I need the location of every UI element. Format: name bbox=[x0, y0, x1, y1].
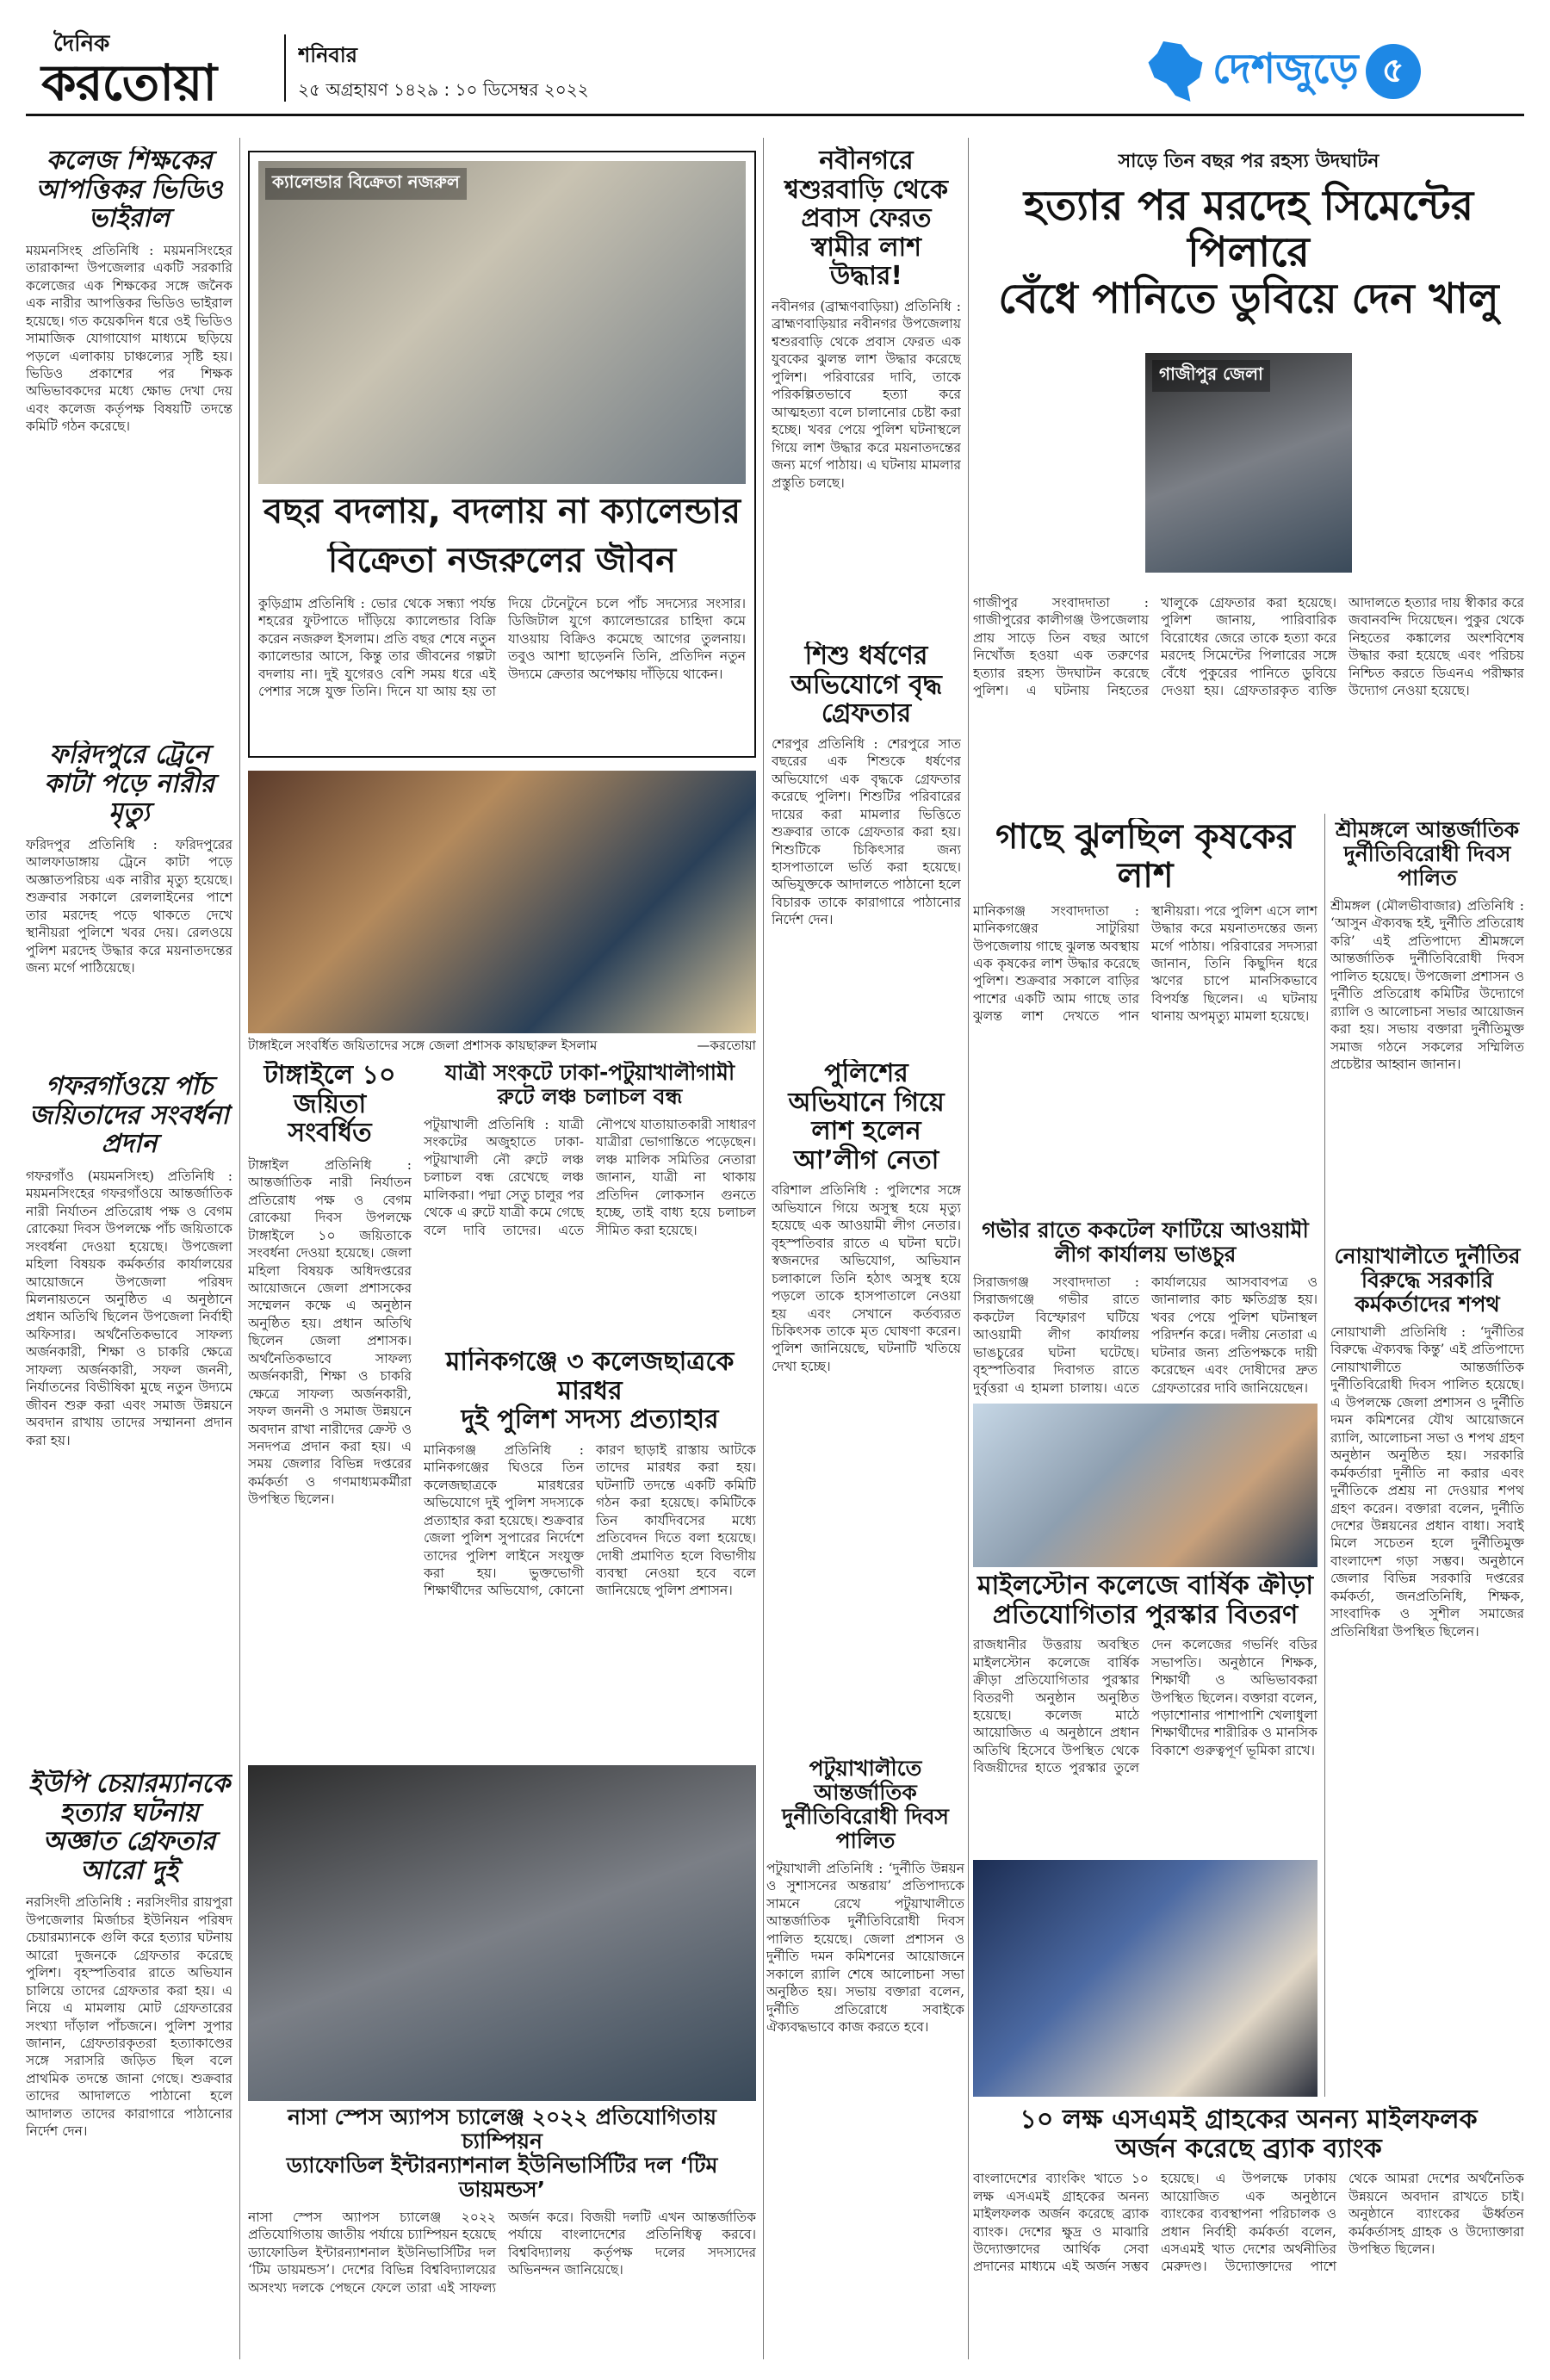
feature-photo[interactable] bbox=[258, 161, 746, 484]
masthead-divider bbox=[284, 34, 286, 102]
article-manikganj-students[interactable] bbox=[424, 1348, 756, 1761]
article-headline: গাছে ঝুলছিল কৃষকের লাশ bbox=[995, 818, 1295, 896]
bangladesh-map-icon bbox=[1145, 41, 1206, 102]
article-launch-service[interactable] bbox=[424, 1061, 756, 1345]
tangail-photo[interactable] bbox=[248, 771, 756, 1033]
article-body: গাজীপুর সংবাদদাতা : গাজীপুরের কালীগঞ্জ উপজেলায় প্রায় সাড়ে তিন বছর আগে নিখোঁজ হওয়া এক তরুণের হত্যার রহস্য উদঘাটন করেছে পুলিশ। এ ঘটনায় নিহতের খালুকে গ্রেফতার করা হয়েছে। পুলিশ জানায়, পারিবারিক বিরোধের জেরে তাকে হত্যা করে মরদেহ সিমেন্টের পিলারের সঙ্গে বেঁধে পুকুরের পানিতে ডুবিয়ে দেওয়া হয়। গ্রেফতারকৃত ব্যক্তি আদালতে হত্যার দায় স্বীকার করে জবানবন্দি দিয়েছেন। পুকুর থেকে নিহতের কঙ্কালের অংশবিশেষ উদ্ধার করা হয়েছে এবং পরিচয় নিশ্চিত করতে ডিএনএ পরীক্ষার উদ্যোগ নেওয়া হয়েছে। bbox=[973, 595, 1524, 699]
article-headline: পটুয়াখালীতে আন্তর্জাতিক দুর্নীতিবিরোধী দিবস পালিত bbox=[782, 1757, 949, 1853]
article-headline-line1: ১০ লক্ষ এসএমই গ্রাহকের অনন্য মাইলফলক bbox=[1020, 2105, 1478, 2135]
article-college-teacher[interactable] bbox=[26, 146, 232, 741]
feature-headline-line2: বিক্রেতা নজরুলের জীবন bbox=[327, 542, 677, 580]
article-headline: কলেজ শিক্ষকের আপত্তিকর ভিডিও ভাইরাল bbox=[35, 146, 223, 234]
article-faridpur-train[interactable] bbox=[26, 741, 232, 1068]
article-body: নাসা স্পেস অ্যাপস চ্যালেঞ্জ ২০২২ প্রতিযোগিতায় জাতীয় পর্যায়ে চ্যাম্পিয়ন হয়েছে ড্যাফোডিল ইন্টারন্যাশনাল ইউনিভার্সিটির দল ‘টিম ডায়মন্ডস’। দেশের বিভিন্ন বিশ্ববিদ্যালয়ের অসংখ্য দলকে পেছনে ফেলে তারা এই সাফল্য অর্জন করে। বিজয়ী দলটি এখন আন্তর্জাতিক পর্যায়ে বাংলাদেশের প্রতিনিধিত্ব করবে। বিশ্ববিদ্যালয় কর্তৃপক্ষ দলের সদস্যদের অভিনন্দন জানিয়েছে। bbox=[248, 2210, 756, 2296]
article-kicker: সাড়ে তিন বছর পর রহস্য উদঘাটন bbox=[1118, 151, 1380, 172]
article-sreemangal-anticorruption[interactable] bbox=[1330, 818, 1524, 1240]
tangail-photo-caption bbox=[248, 1036, 756, 1055]
article-body: ময়মনসিংহ প্রতিনিধি : ময়মনসিংহের তারাকান্দা উপজেলার একটি সরকারি কলেজের এক শিক্ষকের সঙ্গে জনৈক এক নারীর আপত্তিকর ভিডিও ভাইরাল হয়েছে। গত কয়েকদিন ধরে ওই ভিডিও সামাজিক যোগাযোগ মাধ্যমে ছড়িয়ে পড়লে এলাকায় চাঞ্চল্যের সৃষ্টি হয়। ভিডিও প্রকাশের পর শিক্ষক অভিভাবকদের মধ্যে ক্ষোভ দেখা দেয় এবং কলেজ কর্তৃপক্ষ বিষয়টি তদন্তে কমিটি গঠন করেছে। bbox=[26, 242, 232, 435]
page-number: ৫ bbox=[1366, 44, 1421, 99]
article-headline: ইউপি চেয়ারম্যানকে হত্যার ঘটনায় অজ্ঞাত গ্রেফতার আরো দুই bbox=[28, 1770, 231, 1886]
article-headline: যাত্রী সংকটে ঢাকা-পটুয়াখালীগামী রুটে লঞ্চ চলাচল বন্ধ bbox=[444, 1061, 735, 1109]
article-farmer-body[interactable] bbox=[973, 818, 1318, 1214]
article-child-abuse[interactable] bbox=[772, 641, 961, 1055]
article-headline-line1: মাইলস্টোন কলেজে বার্ষিক ক্রীড়া bbox=[976, 1571, 1314, 1601]
article-body: বাংলাদেশের ব্যাংকিং খাতে ১০ লক্ষ এসএমই গ্রাহকের অনন্য মাইলফলক অর্জন করেছে ব্র্যাক ব্যাংক। দেশের ক্ষুদ্র ও মাঝারি উদ্যোক্তাদের আর্থিক সেবা প্রদানের মাধ্যমে এই অর্জন সম্ভব হয়েছে। এ উপলক্ষে ঢাকায় আয়োজিত এক অনুষ্ঠানে ব্যাংকের ব্যবস্থাপনা পরিচালক ও প্রধান নির্বাহী কর্মকর্তা বলেন, এসএমই খাত দেশের অর্থনীতির মেরুদণ্ড। উদ্যোক্তাদের পাশে থেকে আমরা দেশের অর্থনৈতিক উন্নয়নে অবদান রাখতে চাই। অনুষ্ঠানে ব্যাংকের ঊর্ধ্বতন কর্মকর্তাসহ গ্রাহক ও উদ্যোক্তারা উপস্থিত ছিলেন। bbox=[973, 2171, 1524, 2275]
article-body: ফরিদপুর প্রতিনিধি : ফরিদপুরের আলফাডাঙ্গায় ট্রেনে কাটা পড়ে অজ্ঞাতপরিচয় এক নারীর মৃত্যু হয়েছে। শুক্রবার সকালে রেললাইনের পাশে তার মরদেহ পড়ে থাকতে দেখে স্থানীয়রা পুলিশে খবর দেয়। রেলওয়ে পুলিশ মরদেহ উদ্ধার করে ময়নাতদন্তের জন্য মর্গে পাঠিয়েছে। bbox=[26, 836, 232, 976]
milestone-photo[interactable] bbox=[973, 1404, 1318, 1567]
article-headline-line2: প্রতিযোগিতার পুরস্কার বিতরণ bbox=[992, 1599, 1299, 1630]
article-brac-bank[interactable] bbox=[973, 2105, 1524, 2364]
article-body: পটুয়াখালী প্রতিনিধি : যাত্রী সংকটের অজুহাতে ঢাকা-পটুয়াখালী নৌ রুটে লঞ্চ চলাচল বন্ধ রেখেছে লঞ্চ মালিকরা। পদ্মা সেতু চালুর পর থেকে এ রুটে যাত্রী কমে গেছে বলে দাবি তাদের। এতে নৌপথে যাতায়াতকারী সাধারণ যাত্রীরা ভোগান্তিতে পড়েছেন। লঞ্চ মালিক সমিতির নেতারা জানান, যাত্রী না থাকায় প্রতিদিন লোকসান গুনতে হচ্ছে, তাই বাধ্য হয়ে চলাচল সীমিত করা হয়েছে। bbox=[424, 1117, 756, 1238]
article-police-raid[interactable] bbox=[772, 1059, 961, 1752]
gazipur-photo-label: গাজীপুর জেলা bbox=[1152, 360, 1270, 392]
article-headline-line2: অর্জন করেছে ব্র্যাক ব্যাংক bbox=[1115, 2133, 1382, 2164]
article-headline: নবীনগরে শ্বশুরবাড়ি থেকে প্রবাস ফেরত স্বামীর লাশ উদ্ধার! bbox=[784, 146, 948, 292]
article-body: মানিকগঞ্জ প্রতিনিধি : মানিকগঞ্জের ঘিওরে তিন কলেজছাত্রকে মারধরের অভিযোগে দুই পুলিশ সদস্যকে প্রত্যাহার করা হয়েছে। শুক্রবার জেলা পুলিশ সুপারের নির্দেশে তাদের পুলিশ লাইনে সংযুক্ত করা হয়। ভুক্তভোগী শিক্ষার্থীদের অভিযোগ, কোনো কারণ ছাড়াই রাস্তায় আটকে তাদের মারধর করা হয়। ঘটনাটি তদন্তে একটি কমিটি গঠন করা হয়েছে। কমিটিকে তিন কার্যদিবসের মধ্যে প্রতিবেদন দিতে বলা হয়েছে। দোষী প্রমাণিত হলে বিভাগীয় ব্যবস্থা নেওয়া হবে বলে জানিয়েছে পুলিশ প্রশাসন। bbox=[424, 1441, 756, 1599]
article-body: সিরাজগঞ্জ সংবাদদাতা : সিরাজগঞ্জে গভীর রাতে ককটেল বিস্ফোরণ ঘটিয়ে আওয়ামী লীগ কার্যালয় ভাঙচুরের ঘটনা ঘটেছে। বৃহস্পতিবার দিবাগত রাতে দুর্বৃত্তরা এ হামলা চালায়। এতে কার্যালয়ের আসবাবপত্র ও জানালার কাচ ক্ষতিগ্রস্ত হয়। খবর পেয়ে পুলিশ ঘটনাস্থল পরিদর্শন করে। দলীয় নেতারা এ ঘটনার জন্য প্রতিপক্ষকে দায়ী করেছেন এবং দোষীদের দ্রুত গ্রেফতারের দাবি জানিয়েছেন। bbox=[973, 1274, 1318, 1396]
article-body: টাঙ্গাইল প্রতিনিধি : আন্তর্জাতিক নারী নির্যাতন প্রতিরোধ পক্ষ ও বেগম রোকেয়া দিবস উপলক্ষে টাঙ্গাইলে ১০ জয়িতাকে সংবর্ধনা দেওয়া হয়েছে। জেলা মহিলা বিষয়ক অধিদপ্তরের আয়োজনে জেলা প্রশাসকের সম্মেলন কক্ষে এ অনুষ্ঠান অনুষ্ঠিত হয়। প্রধান অতিথি ছিলেন জেলা প্রশাসক। অর্থনৈতিকভাবে সাফল্য অর্জনকারী, শিক্ষা ও চাকরি ক্ষেত্রে সাফল্য অর্জনকারী, সফল জননী ও সমাজ উন্নয়নে অবদান রাখা নারীদের ক্রেস্ট ও সনদপত্র প্রদান করা হয়। এ সময় জেলার বিভিন্ন দপ্তরের কর্মকর্তা ও গণমাধ্যমকর্মীরা উপস্থিত ছিলেন। bbox=[248, 1156, 412, 1508]
article-headline: নোয়াখালীতে দুর্নীতির বিরুদ্ধে সরকারি কর্মকর্তাদের শপথ bbox=[1334, 1244, 1521, 1317]
article-headline-line1: নাসা স্পেস অ্যাপস চ্যালেঞ্জ ২০২২ প্রতিযোগিতায় চ্যাম্পিয়ন bbox=[287, 2105, 716, 2154]
article-body: শ্রীমঙ্গল (মৌলভীবাজার) প্রতিনিধি : ‘আসুন ঐক্যবদ্ধ হই, দুর্নীতি প্রতিরোধ করি’ এই প্রতিপাদ্যে শ্রীমঙ্গলে আন্তর্জাতিক দুর্নীতিবিরোধী দিবস পালিত হয়েছে। উপজেলা প্রশাসন ও দুর্নীতি প্রতিরোধ কমিটির উদ্যোগে র‍্যালি ও আলোচনা সভার আয়োজন করা হয়। সভায় বক্তারা দুর্নীতিমুক্ত সমাজ গঠনে সকলের সম্মিলিত প্রচেষ্টার আহ্বান জানান। bbox=[1330, 898, 1524, 1073]
article-headline-line2: ড্যাফোডিল ইন্টারন্যাশনাল ইউনিভার্সিটির দল ‘টিম ডায়মন্ডস’ bbox=[286, 2153, 718, 2202]
gazipur-photo[interactable] bbox=[1145, 353, 1352, 573]
article-headline: ফরিদপুরে ট্রেনে কাটা পড়ে নারীর মৃত্যু bbox=[44, 741, 214, 828]
article-body: নোয়াখালী প্রতিনিধি : ‘দুর্নীতির বিরুদ্ধে ঐক্যবদ্ধ কিন্তু’ এই প্রতিপাদ্যে নোয়াখালীতে আন্তর্জাতিক দুর্নীতিবিরোধী দিবস পালিত হয়েছে। এ উপলক্ষে জেলা প্রশাসন ও দুর্নীতি দমন কমিশনের যৌথ আয়োজনে র‍্যালি, আলোচনা সভা ও শপথ গ্রহণ অনুষ্ঠান অনুষ্ঠিত হয়। সরকারি কর্মকর্তারা দুর্নীতি না করার এবং দুর্নীতিকে প্রশ্রয় না দেওয়ার শপথ গ্রহণ করেন। বক্তারা বলেন, দুর্নীতি দেশের উন্নয়নের প্রধান বাধা। সবাই মিলে সচেতন হলে দুর্নীতিমুক্ত বাংলাদেশ গড়া সম্ভব। অনুষ্ঠানে জেলার বিভিন্ন সরকারি দপ্তরের কর্মকর্তা, জনপ্রতিনিধি, শিক্ষক, সাংবাদিক ও সুশীল সমাজের প্রতিনিধিরা উপস্থিত ছিলেন। bbox=[1330, 1324, 1524, 1639]
article-nasa-challenge[interactable] bbox=[248, 2105, 756, 2364]
article-gafargaon-joyita[interactable] bbox=[26, 1072, 232, 1765]
masthead-logo[interactable] bbox=[26, 7, 284, 110]
article-body: গফরগাঁও (ময়মনসিংহ) প্রতিনিধি : ময়মনসিংহের গফরগাঁওয়ে আন্তর্জাতিক নারী নির্যাতন প্রতিরোধ পক্ষ ও বেগম রোকেয়া দিবস উপলক্ষে পাঁচ জয়িতাকে সংবর্ধনা দেওয়া হয়েছে। উপজেলা মহিলা বিষয়ক কর্মকর্তার কার্যালয়ের আয়োজনে উপজেলা পরিষদ মিলনায়তনে অনুষ্ঠিত এ অনুষ্ঠানে প্রধান অতিথি ছিলেন উপজেলা নির্বাহী অফিসার। অর্থনৈতিকভাবে সাফল্য অর্জনকারী, শিক্ষা ও চাকরি ক্ষেত্রে সাফল্য অর্জনকারী, সফল জননী, নির্যাতনের বিভীষিকা মুছে নতুন উদ্যমে জীবন শুরু করা এবং সমাজ উন্নয়নে অবদান রাখায় তাদের সম্মাননা প্রদান করা হয়। bbox=[26, 1168, 232, 1448]
article-nabinagar-husband[interactable] bbox=[772, 146, 961, 637]
article-headline-line2: বেঁধে পানিতে ডুবিয়ে দেন খালু bbox=[998, 274, 1499, 323]
section-badge[interactable] bbox=[1145, 33, 1524, 110]
article-body: পটুয়াখালী প্রতিনিধি : ‘দুর্নীতি উন্নয়ন ও সুশাসনের অন্তরায়’ প্রতিপাদ্যকে সামনে রেখে পটুয়াখালীতে আন্তর্জাতিক দুর্নীতিবিরোধী দিবস পালিত হয়েছে। জেলা প্রশাসন ও দুর্নীতি দমন কমিশনের আয়োজনে সকালে র‍্যালি শেষে আলোচনা সভা অনুষ্ঠিত হয়। সভায় বক্তারা বলেন, দুর্নীতি প্রতিরোধে সবাইকে ঐক্যবদ্ধভাবে কাজ করতে হবে। bbox=[766, 1861, 964, 2036]
nasa-team-photo[interactable] bbox=[248, 1765, 756, 2101]
column-divider bbox=[1324, 814, 1325, 2097]
article-headline: পুলিশের অভিযানে গিয়ে লাশ হলেন আ’লীগ নেতা bbox=[788, 1059, 945, 1175]
article-gazipur-murder[interactable] bbox=[973, 146, 1524, 809]
feature-headline-line1: বছর বদলায়, বদলায় না ক্যালেন্ডার bbox=[264, 493, 741, 531]
article-body: নবীনগর (ব্রাহ্মণবাড়িয়া) প্রতিনিধি : ব্রাহ্মণবাড়িয়ার নবীনগর উপজেলায় শ্বশুরবাড়ি থেকে প্রবাস ফেরত এক যুবকের ঝুলন্ত লাশ উদ্ধার করেছে পুলিশ। পরিবারের দাবি, তাকে পরিকল্পিতভাবে হত্যা করে আত্মহত্যা বলে চালানোর চেষ্টা করা হচ্ছে। খবর পেয়ে পুলিশ ঘটনাস্থলে গিয়ে লাশ উদ্ধার করে ময়নাতদন্তের জন্য মর্গে পাঠায়। এ ঘটনায় মামলার প্রস্তুতি চলছে। bbox=[772, 298, 961, 491]
article-headline-line1: মানিকগঞ্জে ৩ কলেজছাত্রকে মারধর bbox=[445, 1348, 735, 1406]
brac-bank-photo[interactable] bbox=[973, 1860, 1318, 2097]
article-tangail-joyita[interactable] bbox=[248, 1061, 412, 1750]
article-patuakhali-anticorruption[interactable] bbox=[766, 1757, 964, 2359]
feature-photo-label: ক্যালেন্ডার বিক্রেতা নজরুল bbox=[265, 168, 467, 200]
dateline-date: ২৫ অগ্রহায়ণ ১৪২৯ : ১০ ডিসেম্বর ২০২২ bbox=[298, 79, 589, 100]
caption-text: টাঙ্গাইলে সংবর্ধিত জয়িতাদের সঙ্গে জেলা প্রশাসক কায়ছারুল ইসলাম bbox=[248, 1038, 598, 1053]
article-headline: গভীর রাতে ককটেল ফাটিয়ে আওয়ামী লীগ কার্যালয় ভাঙচুর bbox=[982, 1218, 1309, 1267]
caption-credit: —করতোয়া bbox=[697, 1038, 756, 1053]
article-milestone-sports[interactable] bbox=[973, 1571, 1318, 1856]
column-divider bbox=[763, 138, 764, 2359]
article-headline-line2: দুই পুলিশ সদস্য প্রত্যাহার bbox=[461, 1404, 719, 1435]
article-noakhali-oath[interactable] bbox=[1330, 1244, 1524, 2097]
article-body: রাজধানীর উত্তরায় অবস্থিত মাইলস্টোন কলেজে বার্ষিক ক্রীড়া প্রতিযোগিতার পুরস্কার বিতরণী অনুষ্ঠান অনুষ্ঠিত হয়েছে। কলেজ মাঠে আয়োজিত এ অনুষ্ঠানে প্রধান অতিথি হিসেবে উপস্থিত থেকে বিজয়ীদের হাতে পুরস্কার তুলে দেন কলেজের গভর্নিং বডির সভাপতি। অনুষ্ঠানে শিক্ষক, শিক্ষার্থী ও অভিভাবকরা উপস্থিত ছিলেন। বক্তারা বলেন, পড়াশোনার পাশাপাশি খেলাধুলা শিক্ষার্থীদের শারীরিক ও মানসিক বিকাশে গুরুত্বপূর্ণ ভূমিকা রাখে। bbox=[973, 1637, 1318, 1776]
article-awami-office[interactable] bbox=[973, 1218, 1318, 1399]
column-divider bbox=[239, 138, 240, 2359]
logo-main-text: করতোয়া bbox=[41, 53, 217, 110]
article-body: নরসিংদী প্রতিনিধি : নরসিংদীর রায়পুরা উপজেলার মির্জাচর ইউনিয়ন পরিষদ চেয়ারম্যানকে গুলি করে হত্যার ঘটনায় আরো দুজনকে গ্রেফতার করেছে পুলিশ। বৃহস্পতিবার রাতে অভিযান চালিয়ে তাদের গ্রেফতার করা হয়। এ নিয়ে এ মামলায় মোট গ্রেফতারের সংখ্যা দাঁড়াল পাঁচজনে। পুলিশ সুপার জানান, গ্রেফতারকৃতরা হত্যাকাণ্ডের সঙ্গে সরাসরি জড়িত ছিল বলে প্রাথমিক তদন্তে জানা গেছে। শুক্রবার তাদের আদালতে পাঠানো হলে আদালত তাদের কারাগারে পাঠানোর নির্দেশ দেন। bbox=[26, 1894, 232, 2140]
section-name: দেশজুড়ে bbox=[1212, 44, 1359, 93]
article-up-chairman[interactable] bbox=[26, 1770, 232, 2364]
logo-top-text: দৈনিক bbox=[53, 31, 110, 57]
article-body: বরিশাল প্রতিনিধি : পুলিশের সঙ্গে অভিযানে গিয়ে অসুস্থ হয়ে মৃত্যু হয়েছে এক আওয়ামী লীগ নেতার। বৃহস্পতিবার রাতে এ ঘটনা ঘটে। স্বজনদের অভিযোগ, অভিযান চলাকালে তিনি হঠাৎ অসুস্থ হয়ে পড়লে তাকে হাসপাতালে নেওয়া হয় এবং সেখানে কর্তব্যরত চিকিৎসক তাকে মৃত ঘোষণা করেন। পুলিশ জানিয়েছে, ঘটনাটি খতিয়ে দেখা হচ্ছে। bbox=[772, 1182, 961, 1374]
article-headline: গফরগাঁওয়ে পাঁচ জয়িতাদের সংবর্ধনা প্রদান bbox=[29, 1072, 229, 1160]
article-body: মানিকগঞ্জ সংবাদদাতা : মানিকগঞ্জের সাটুরিয়া উপজেলায় গাছে ঝুলন্ত অবস্থায় এক কৃষকের লাশ উদ্ধার করেছে পুলিশ। শুক্রবার সকালে বাড়ির পাশের একটি আম গাছে তার ঝুলন্ত লাশ দেখতে পান স্থানীয়রা। পরে পুলিশ এসে লাশ উদ্ধার করে ময়নাতদন্তের জন্য মর্গে পাঠায়। পরিবারের সদস্যরা জানান, তিনি কিছুদিন ধরে ঋণের চাপে মানসিকভাবে বিপর্যস্ত ছিলেন। এ ঘটনায় থানায় অপমৃত্যু মামলা হয়েছে। bbox=[973, 902, 1318, 1025]
article-headline-line1: হত্যার পর মরদেহ সিমেন্টের পিলারে bbox=[1023, 182, 1474, 276]
masthead-rule bbox=[26, 114, 1524, 116]
dateline-day: শনিবার bbox=[298, 43, 357, 67]
column-divider bbox=[968, 138, 969, 2359]
feature-calendar-seller[interactable] bbox=[248, 151, 756, 758]
article-body: শেরপুর প্রতিনিধি : শেরপুরে সাত বছরের এক শিশুকে ধর্ষণের অভিযোগে এক বৃদ্ধকে গ্রেফতার করেছে পুলিশ। শিশুটির পরিবারের দায়ের করা মামলার ভিত্তিতে শুক্রবার তাকে গ্রেফতার করা হয়। শিশুটিকে চিকিৎসার জন্য হাসপাতালে ভর্তি করা হয়েছে। অভিযুক্তকে আদালতে পাঠানো হলে বিচারক তাকে কারাগারে পাঠানোর নির্দেশ দেন। bbox=[772, 735, 961, 928]
feature-body: কুড়িগ্রাম প্রতিনিধি : ভোর থেকে সন্ধ্যা পর্যন্ত শহরের ফুটপাতে দাঁড়িয়ে ক্যালেন্ডার বিক্রি করেন নজরুল ইসলাম। প্রতি বছর শেষে নতুন ক্যালেন্ডার আসে, কিন্তু তার জীবনের গল্পটা বদলায় না। দুই যুগেরও বেশি সময় ধরে এই পেশার সঙ্গে যুক্ত তিনি। দিনে যা আয় হয় তা দিয়ে টেনেটুনে চলে পাঁচ সদস্যের সংসার। ডিজিটাল যুগে ক্যালেন্ডারের চাহিদা কমে যাওয়ায় বিক্রিও কমেছে আগের তুলনায়। তবুও আশা ছাড়েননি তিনি, প্রতিদিন নতুন উদ্যমে ক্রেতার অপেক্ষায় দাঁড়িয়ে থাকেন। bbox=[258, 596, 746, 700]
article-headline: টাঙ্গাইলে ১০ জয়িতা সংবর্ধিত bbox=[264, 1061, 396, 1149]
article-headline: শিশু ধর্ষণের অভিযোগে বৃদ্ধ গ্রেফতার bbox=[790, 641, 942, 729]
article-headline: শ্রীমঙ্গলে আন্তর্জাতিক দুর্নীতিবিরোধী দিবস পালিত bbox=[1335, 818, 1520, 890]
